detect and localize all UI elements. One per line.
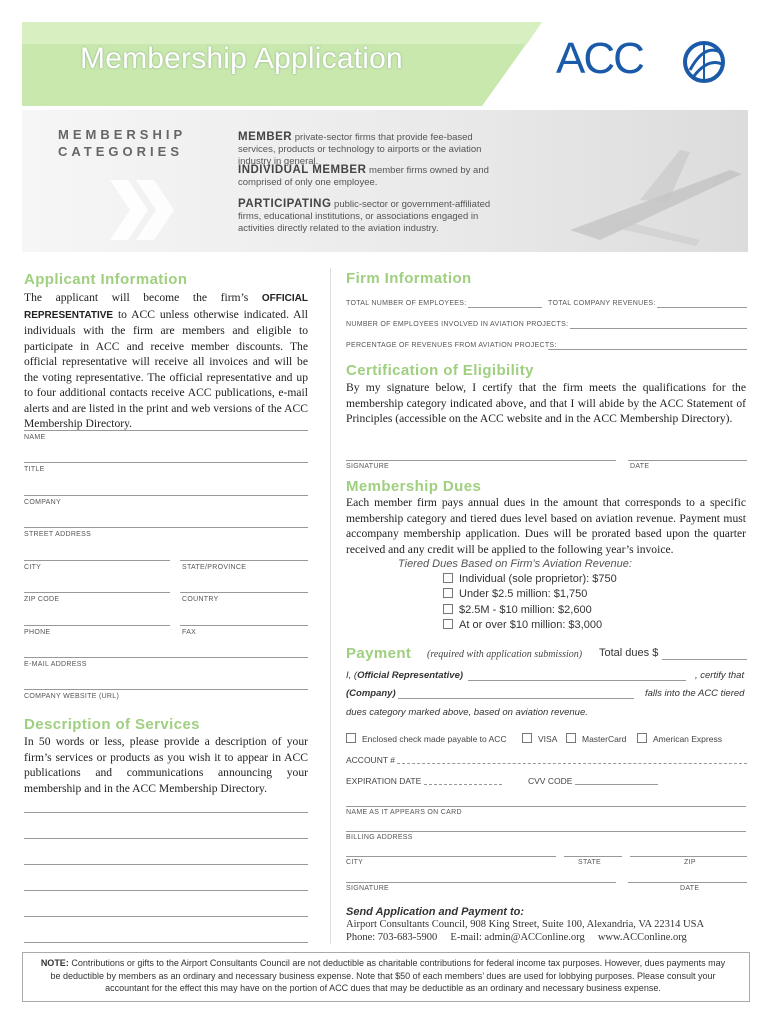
checkbox-icon[interactable]	[443, 619, 453, 629]
billing-address-field[interactable]	[346, 831, 746, 832]
acc-logo	[556, 34, 746, 92]
checkbox-icon[interactable]	[566, 733, 576, 743]
column-divider	[330, 268, 331, 944]
billing-state-field[interactable]	[564, 856, 622, 857]
dues-option-over-10m[interactable]: At or over $10 million: $3,000	[443, 619, 602, 631]
cvv-field[interactable]	[575, 784, 658, 785]
website-field[interactable]	[24, 689, 308, 690]
certify-suffix: , certify that	[695, 670, 745, 681]
checkbox-icon[interactable]	[443, 573, 453, 583]
certification-heading: Certification of Eligibility	[346, 362, 534, 379]
dues-category-text: dues category marked above, based on aviation revenue.	[346, 707, 588, 718]
dues-option-under-2-5m[interactable]: Under $2.5 million: $1,750	[443, 588, 587, 600]
chevron-decoration-icon	[110, 180, 180, 240]
email-label: E-MAIL ADDRESS	[24, 661, 87, 668]
company-prefix: (Company)	[346, 688, 396, 699]
zip-field[interactable]	[24, 592, 170, 593]
checkbox-icon[interactable]	[522, 733, 532, 743]
category-individual: INDIVIDUAL MEMBER member firms owned by and comprised of only one employee.	[238, 164, 489, 188]
send-contact: Phone: 703-683-5900 E-mail: admin@ACConline.org www.ACConline.org	[346, 932, 687, 943]
globe-icon	[682, 40, 726, 84]
billing-state-label: STATE	[578, 859, 602, 866]
revenues-label: TOTAL COMPANY REVENUES:	[548, 300, 656, 307]
cert-date-field[interactable]	[628, 460, 747, 461]
checkbox-icon[interactable]	[443, 604, 453, 614]
payment-company-field[interactable]	[398, 698, 634, 699]
payment-signature-label: SIGNATURE	[346, 885, 390, 892]
email-field[interactable]	[24, 657, 308, 658]
account-field[interactable]	[397, 763, 747, 764]
checkbox-icon[interactable]	[346, 733, 356, 743]
cert-rep-line: I, (Official Representative)	[346, 670, 464, 681]
total-dues-field[interactable]	[662, 659, 747, 660]
expiration-field[interactable]	[424, 784, 502, 785]
dues-option-individual[interactable]: Individual (sole proprietor): $750	[443, 573, 617, 585]
method-amex[interactable]: American Express	[637, 733, 722, 744]
rep-name-field[interactable]	[468, 680, 686, 681]
category-participating: PARTICIPATING public-sector or government-affiliated firms, educational institutions, or associations engaged in activities directly related to the aviation industry.	[238, 198, 491, 234]
name-field[interactable]	[24, 430, 308, 431]
cert-signature-label: SIGNATURE	[346, 463, 390, 470]
payment-subtitle: (required with application submission)	[427, 649, 583, 660]
billing-city-field[interactable]	[346, 856, 556, 857]
aviation-employees-field[interactable]	[570, 328, 747, 329]
firm-heading: Firm Information	[346, 270, 472, 287]
send-heading: Send Application and Payment to:	[346, 906, 525, 918]
street-address-label: STREET ADDRESS	[24, 531, 92, 538]
cert-signature-field[interactable]	[346, 460, 616, 461]
applicant-intro: The applicant will become the firm’s OFFICIAL REPRESENTATIVE to ACC unless otherwise indicated. All individuals with the firm are members and eligible to participate in ACC and receive member discounts. The official representative will receive all invoices and will be the voting representative. The official representative and up to four additional contacts receive ACC publications, e-mail alerts and are listed in the print and web versions of the ACC Membership Directory.	[24, 291, 308, 430]
services-heading: Description of Services	[24, 716, 200, 733]
payment-date-label: DATE	[680, 885, 700, 892]
account-label: ACCOUNT #	[346, 755, 395, 765]
services-line-4[interactable]	[24, 890, 308, 891]
billing-address-label: BILLING ADDRESS	[346, 834, 413, 841]
note-text: NOTE: Contributions or gifts to the Airport Consultants Council are not deductible as charitable contributions for federal income tax purposes. However, dues payments may be deductible by members as an ordinary and necessary business expense. Note that $50 of each members’ dues are used for lobbying purposes. Please consult your accountant for the effect this may have on the portion of ACC dues that may be deductible as an ordinary and necessary business expense.	[40, 958, 726, 993]
services-line-1[interactable]	[24, 812, 308, 813]
services-line-6[interactable]	[24, 942, 308, 943]
zip-label: ZIP CODE	[24, 596, 60, 603]
country-label: COUNTRY	[182, 596, 219, 603]
expiration-label: EXPIRATION DATE	[346, 776, 422, 786]
page-title: Membership Application	[80, 42, 403, 75]
state-label: STATE/PROVINCE	[182, 564, 247, 571]
country-field[interactable]	[180, 592, 308, 593]
phone-field[interactable]	[24, 625, 170, 626]
checkbox-icon[interactable]	[443, 588, 453, 598]
checkbox-icon[interactable]	[637, 733, 647, 743]
total-dues-label: Total dues $	[599, 647, 659, 659]
send-address: Airport Consultants Council, 908 King Street, Suite 100, Alexandria, VA 22314 USA	[346, 919, 705, 930]
state-field[interactable]	[180, 560, 308, 561]
falls-into-text: falls into the ACC tiered	[645, 688, 745, 699]
employees-field[interactable]	[468, 307, 542, 308]
cvv-label: CVV CODE	[528, 776, 573, 786]
services-line-2[interactable]	[24, 838, 308, 839]
services-line-5[interactable]	[24, 916, 308, 917]
fax-field[interactable]	[180, 625, 308, 626]
payment-date-field[interactable]	[628, 882, 747, 883]
revenues-field[interactable]	[657, 307, 747, 308]
dues-heading: Membership Dues	[346, 478, 482, 495]
method-check[interactable]: Enclosed check made payable to ACC	[346, 733, 507, 744]
aviation-employees-label: NUMBER OF EMPLOYEES INVOLVED IN AVIATION PROJECTS:	[346, 321, 569, 328]
airplane-icon	[560, 140, 748, 250]
street-address-field[interactable]	[24, 527, 308, 528]
name-on-card-label: NAME AS IT APPEARS ON CARD	[346, 809, 462, 816]
fax-label: FAX	[182, 629, 197, 636]
phone-label: PHONE	[24, 629, 51, 636]
applicant-heading: Applicant Information	[24, 271, 188, 288]
payment-signature-field[interactable]	[346, 882, 616, 883]
dues-option-2-5m-10m[interactable]: $2.5M - $10 million: $2,600	[443, 604, 592, 616]
category-member: MEMBER private-sector firms that provide fee-based services, products or technology to airports or the aviation industry in general.	[238, 131, 482, 167]
cert-date-label: DATE	[630, 463, 650, 470]
services-text: In 50 words or less, please provide a description of your firm’s services or products as you wish it to appear in ACC publications and communications announcing your membership and in the ACC Membership Directory.	[24, 735, 308, 795]
title-field[interactable]	[24, 462, 308, 463]
aviation-revenues-field[interactable]	[548, 349, 747, 350]
company-label: COMPANY	[24, 499, 61, 506]
aviation-revenues-label: PERCENTAGE OF REVENUES FROM AVIATION PROJECTS:	[346, 342, 557, 349]
logo-text: ACC	[556, 34, 643, 83]
billing-city-label: CITY	[346, 859, 364, 866]
name-on-card-field[interactable]	[346, 806, 746, 807]
city-label: CITY	[24, 564, 42, 571]
certification-text: By my signature below, I certify that the firm meets the qualifications for the membership category indicated above, and that I will abide by the ACC Statement of Principles (accessible on the ACC website and in the ACC Membership Directory).	[346, 381, 746, 425]
title-label: TITLE	[24, 466, 45, 473]
dues-text: Each member firm pays annual dues in the amount that corresponds to a specific membership category and tiered dues level based on aviation revenue. Payment must accompany membership application. Dues will be prorated based upon the quarter received and any credit will be applied to the following year’s invoice.	[346, 496, 746, 556]
method-visa[interactable]: VISA	[522, 733, 557, 744]
name-label: NAME	[24, 434, 46, 441]
services-line-3[interactable]	[24, 864, 308, 865]
categories-label: MEMBERSHIP CATEGORIES	[58, 127, 187, 159]
website-label: COMPANY WEBSITE (URL)	[24, 693, 120, 700]
billing-zip-label: ZIP	[684, 859, 696, 866]
method-mastercard[interactable]: MasterCard	[566, 733, 626, 744]
payment-heading: Payment	[346, 645, 412, 662]
billing-zip-field[interactable]	[630, 856, 747, 857]
city-field[interactable]	[24, 560, 170, 561]
company-field[interactable]	[24, 495, 308, 496]
tiers-title: Tiered Dues Based on Firm’s Aviation Revenue:	[398, 558, 632, 570]
employees-label: TOTAL NUMBER OF EMPLOYEES:	[346, 300, 467, 307]
